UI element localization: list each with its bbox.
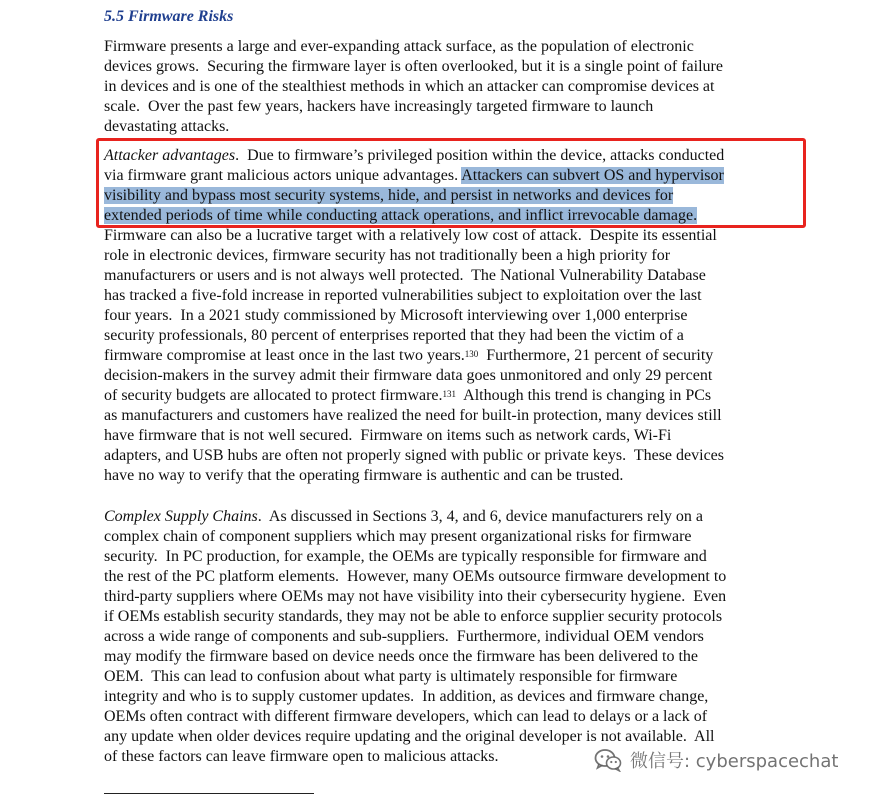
highlighted-text[interactable]: Attackers can subvert OS and hypervisor <box>461 167 724 184</box>
text-line: four years. In a 2021 study commissioned by Microsoft interviewing over 1,000 enterprise <box>104 307 688 324</box>
text-line: any update when older devices require updating and the original developer is not available. All <box>104 728 715 745</box>
text-line: Attacker advantages. Due to firmware’s privileged position within the device, attacks conducted <box>104 147 725 164</box>
text-line: of these factors can leave firmware open to malicious attacks. <box>104 748 499 765</box>
footnote-ref-130[interactable]: 130 <box>464 349 479 359</box>
footnote-ref-131[interactable]: 131 <box>442 389 457 399</box>
text-line: devastating attacks. <box>104 118 230 135</box>
paragraph-title: Attacker advantages <box>104 147 236 164</box>
text-line: the rest of the PC platform elements. However, many OEMs outsource firmware development to <box>104 568 727 585</box>
text-line: manufacturers or users and is not always well protected. The National Vulnerability Database <box>104 267 706 284</box>
wechat-icon <box>594 748 622 772</box>
text-line: Firmware presents a large and ever-expanding attack surface, as the population of electronic <box>104 38 694 55</box>
text-line <box>104 206 697 226</box>
text-line: as manufacturers and customers have realized the need for built-in protection, many devices still <box>104 407 722 424</box>
highlighted-text[interactable]: visibility and bypass most security systems, hide, and persist in networks and devices for <box>104 187 674 204</box>
text-line: have no way to verify that the operating firmware is authentic and can be trusted. <box>104 467 624 484</box>
text-line: complex chain of component suppliers which may present organizational risks for firmware <box>104 528 692 545</box>
paragraph-title: Complex Supply Chains <box>104 508 258 525</box>
highlighted-text[interactable]: extended periods of time while conducting attack operations, and inflict irrevocable damage. <box>104 207 698 224</box>
text-line: scale. Over the past few years, hackers have increasingly targeted firmware to launch <box>104 98 654 115</box>
text-line: via firmware grant malicious actors unique advantages. Attackers can subvert OS and hypervisor <box>104 167 724 184</box>
text-line: Complex Supply Chains. As discussed in Sections 3, 4, and 6, device manufacturers rely on a <box>104 508 703 525</box>
text-line: decision-makers in the survey admit their firmware data goes unmonitored and only 29 percent <box>104 367 713 384</box>
section-heading: 5.5 Firmware Risks <box>104 8 234 25</box>
text-line: OEMs often contract with different firmware developers, which can lead to delays or a lack of <box>104 708 708 725</box>
text-line: adapters, and USB hubs are often not properly signed with public or private keys. These devices <box>104 447 724 464</box>
text-line: security professionals, 80 percent of enterprises reported that they had been the victim of a <box>104 327 684 344</box>
text-line: of security budgets are allocated to protect firmware.$^{131}$ Although this trend is changing in PCs <box>104 387 712 404</box>
text-line: security. In PC production, for example, the OEMs are typically responsible for firmware and <box>104 548 707 565</box>
footnote-separator <box>104 793 314 794</box>
text-line: Firmware can also be a lucrative target with a relatively low cost of attack. Despite its essential <box>104 227 717 244</box>
text-line: has tracked a five-fold increase in reported vulnerabilities subject to exploitation over the last <box>104 287 702 304</box>
text-line: have firmware that is not well secured. Firmware on items such as network cards, Wi-Fi <box>104 427 672 444</box>
text-line: role in electronic devices, firmware security has not traditionally been a high priority for <box>104 247 671 264</box>
text-line: if OEMs establish security standards, they may not be able to enforce supplier security protocols <box>104 608 723 625</box>
text-line: in devices and is one of the stealthiest methods in which an attacker can compromise devices at <box>104 78 715 95</box>
text-line: integrity and who is to supply customer updates. In addition, as devices and firmware change, <box>104 688 709 705</box>
watermark-text: 微信号: cyberspacechat <box>630 751 839 772</box>
text-line: across a wide range of components and sub-suppliers. Furthermore, individual OEM vendors <box>104 628 704 645</box>
text-line: third-party suppliers where OEMs may not have visibility into their cybersecurity hygiene. Even <box>104 588 727 605</box>
text-line: may modify the firmware based on device needs once the firmware has been delivered to the <box>104 648 698 665</box>
text-line: firmware compromise at least once in the last two years.$^{130}$ Furthermore, 21 percent of security <box>104 347 714 364</box>
text-line: OEM. This can lead to confusion about what party is ultimately responsible for firmware <box>104 668 678 685</box>
watermark <box>594 742 838 778</box>
text-line: devices grows. Securing the firmware layer is often overlooked, but it is a single point of failure <box>104 58 723 75</box>
text-line <box>104 186 673 206</box>
